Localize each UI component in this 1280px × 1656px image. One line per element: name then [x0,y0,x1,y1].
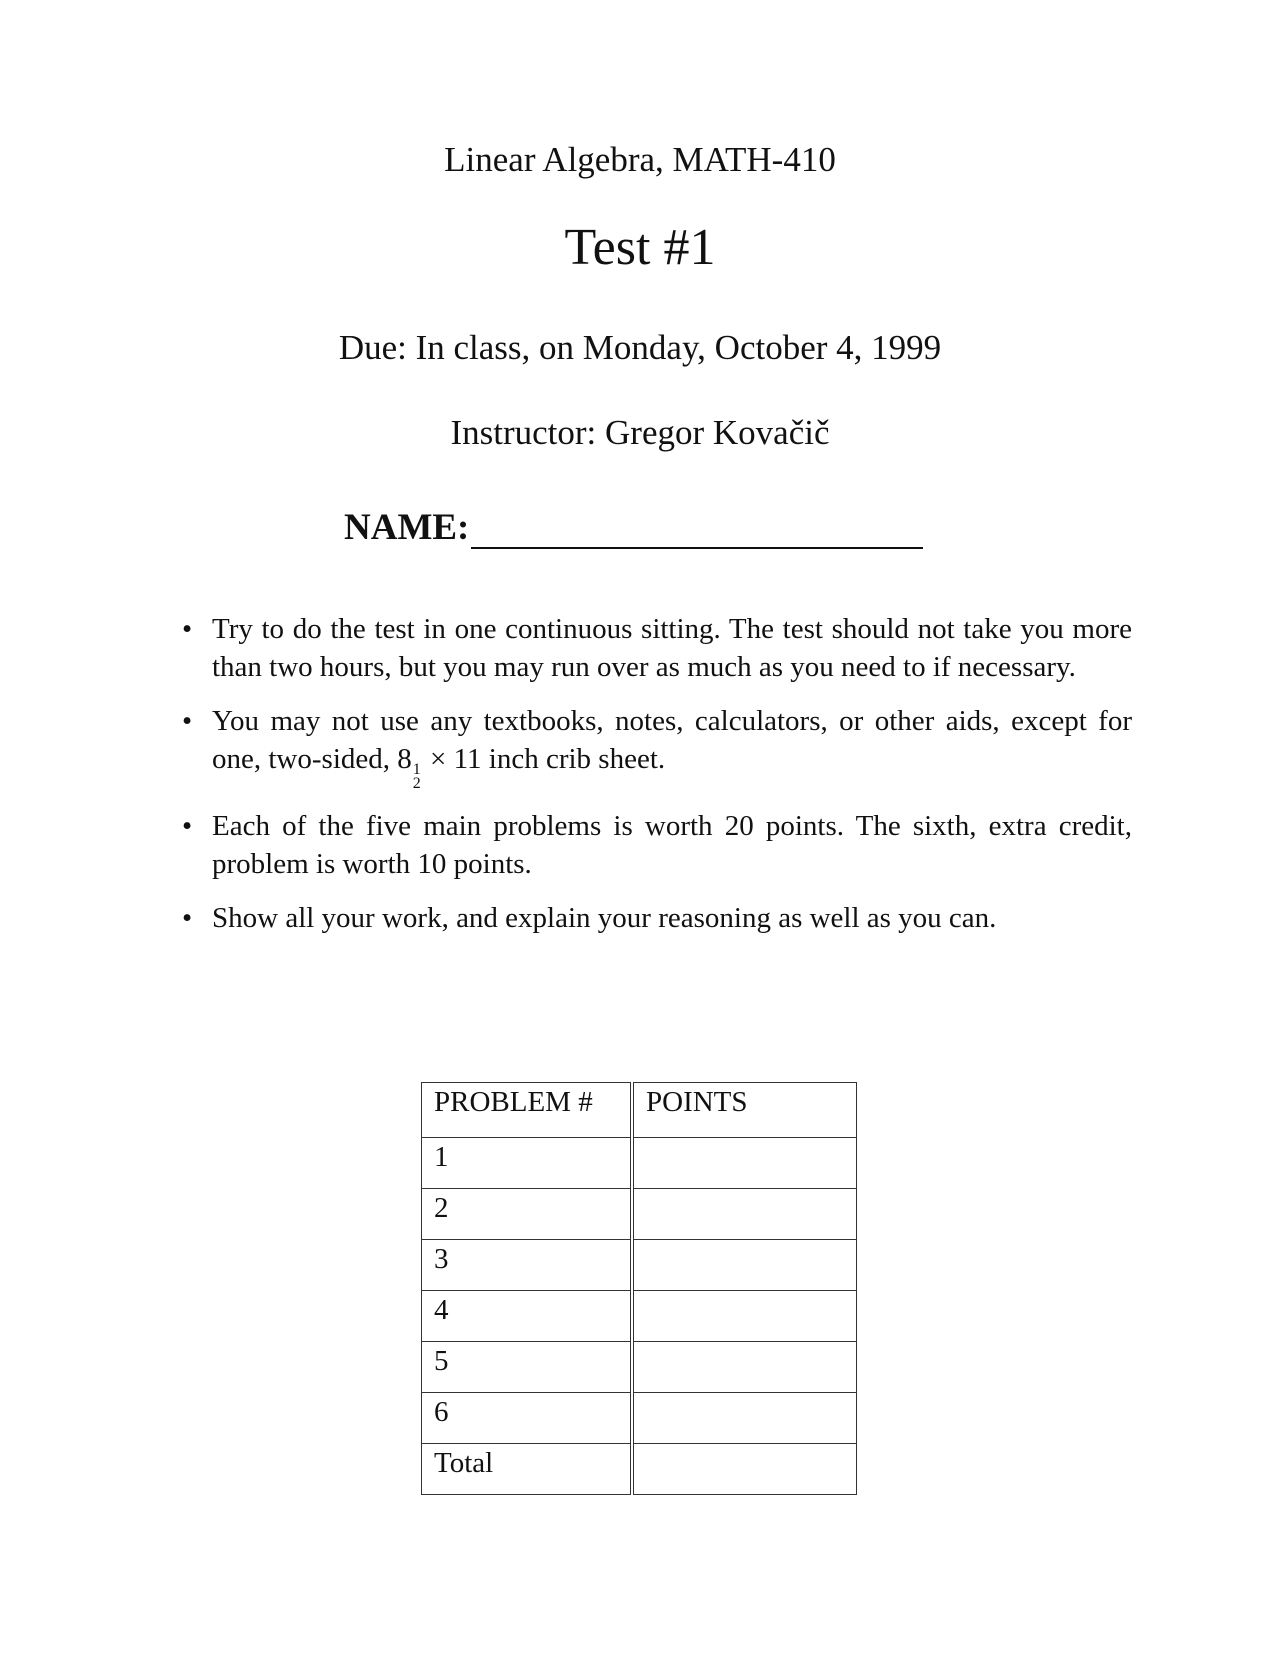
points-cell[interactable] [632,1189,857,1240]
total-label-cell: Total [422,1444,633,1495]
table-row [422,1240,857,1291]
problem-cell: 6 [422,1393,633,1444]
instruction-text: Each of the five main problems is worth 20 points. The sixth, extra credit, problem is worth 10 points. [212,810,1132,880]
instructor: Instructor: Gregor Kovačič [450,413,830,452]
problem-cell: 2 [422,1189,633,1240]
instruction-item [212,610,1132,686]
header-points: POINTS [632,1083,857,1138]
instruction-item [212,702,1132,791]
total-points-cell[interactable] [632,1444,857,1495]
instruction-item [212,807,1132,883]
instruction-text: You may not use any textbooks, notes, calculators, or other aids, except for one, two-sided, 8 [212,705,1132,775]
instruction-text: Show all your work, and explain your reasoning as well as you can. [212,902,997,934]
header-problem: PROBLEM # [422,1083,633,1138]
name-label: NAME: [344,507,470,548]
name-blank-line[interactable] [471,513,923,549]
points-cell[interactable] [632,1240,857,1291]
problem-cell: 4 [422,1291,633,1342]
table-row [422,1393,857,1444]
instructions-list [212,610,1132,953]
points-cell[interactable] [632,1342,857,1393]
due-date: Due: In class, on Monday, October 4, 1999 [338,328,942,367]
course-title: Linear Algebra, MATH-410 [444,140,836,179]
name-field-row [344,506,923,549]
fraction-denominator: 2 [412,775,421,792]
table-row [422,1342,857,1393]
table-row [422,1291,857,1342]
score-table [421,1082,857,1495]
table-header-row [422,1083,857,1138]
instruction-text: × 11 inch crib sheet. [422,743,666,775]
fraction-one-half [413,763,421,791]
points-cell[interactable] [632,1393,857,1444]
problem-cell: 5 [422,1342,633,1393]
points-cell[interactable] [632,1291,857,1342]
fraction-numerator: 1 [412,761,421,778]
table-row-total [422,1444,857,1495]
problem-cell: 3 [422,1240,633,1291]
points-cell[interactable] [632,1138,857,1189]
instruction-item [212,899,1132,937]
table-row [422,1138,857,1189]
test-title: Test #1 [564,219,716,276]
instruction-text: Try to do the test in one continuous sitting. The test should not take you more than two hours, but you may run over as much as you need to if necessary. [212,613,1132,683]
problem-cell: 1 [422,1138,633,1189]
table-row [422,1189,857,1240]
